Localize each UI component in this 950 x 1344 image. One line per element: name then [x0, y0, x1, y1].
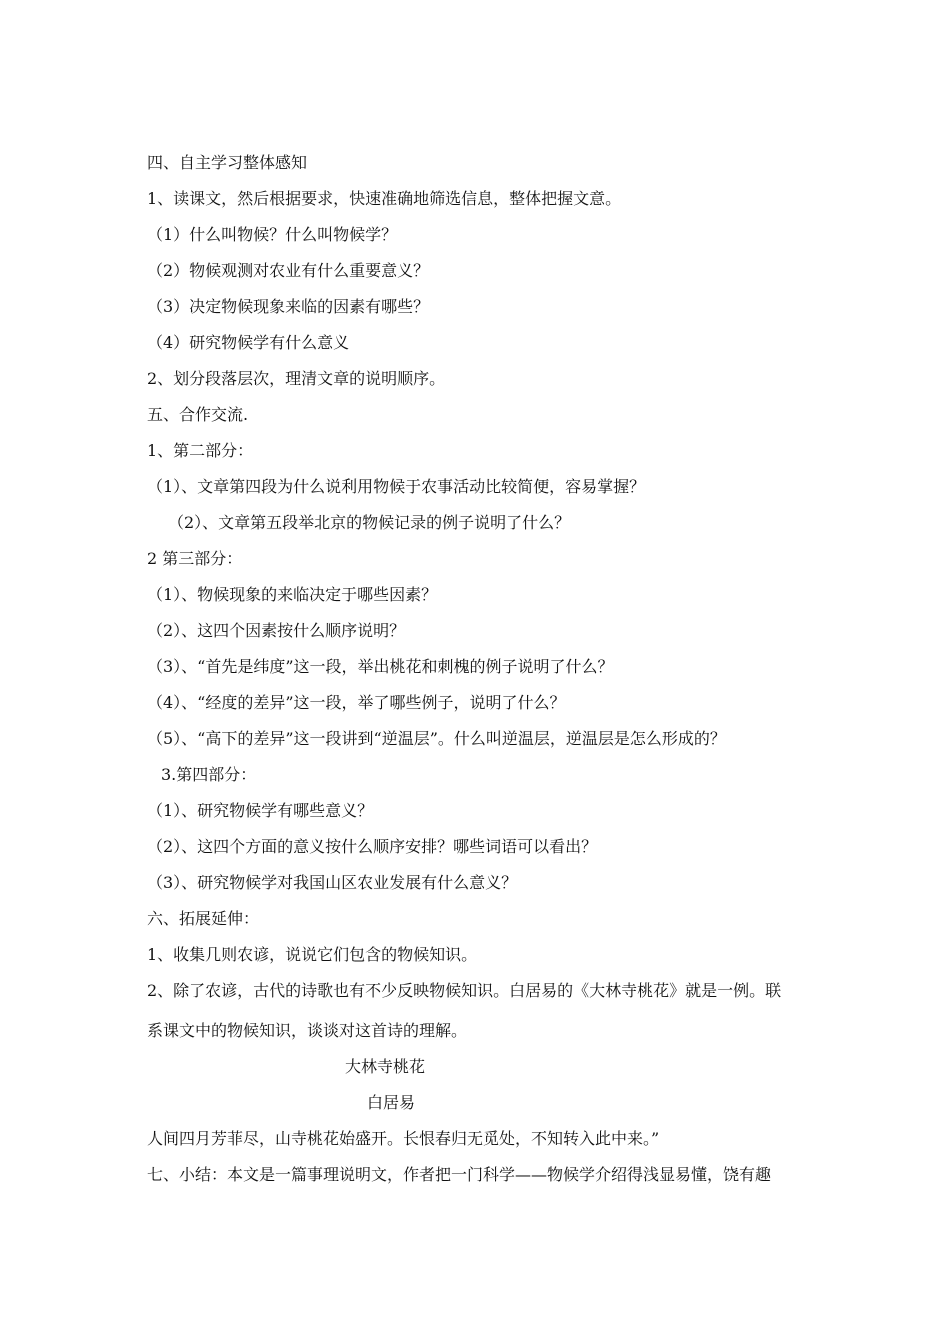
part-3-question-4: （4）、“经度的差异”这一段，举了哪些例子，说明了什么？: [147, 693, 566, 712]
section-heading-6: 六、拓展延伸：: [147, 909, 260, 928]
part-4-question-1: （1）、研究物候学有哪些意义？: [147, 801, 374, 820]
poem-author: 白居易: [367, 1093, 416, 1112]
section-heading-4: 四、自主学习整体感知: [147, 153, 308, 172]
part-4-question-2: （2）、这四个方面的意义按什么顺序安排？哪些词语可以看出？: [147, 837, 598, 856]
part-3-heading: 2 第三部分：: [147, 549, 243, 568]
poem-text: 人间四月芳菲尽，山寺桃花始盛开。长恨春归无觅处，不知转入此中来。”: [147, 1129, 660, 1148]
part-2-heading: 1、第二部分：: [147, 441, 254, 460]
section-heading-7-summary: 七、小结：本文是一篇事理说明文，作者把一门科学——物候学介绍得浅显易懂，饶有趣: [147, 1165, 772, 1184]
part-3-question-5: （5）、“高下的差异”这一段讲到“逆温层”。什么叫逆温层，逆温层是怎么形成的？: [147, 729, 726, 748]
question-1: （1）什么叫物候？什么叫物候学？: [147, 225, 398, 244]
extension-task-2-line-1: 2、除了农谚，古代的诗歌也有不少反映物候知识。白居易的《大林寺桃花》就是一例。联: [147, 981, 782, 1000]
question-4: （4）研究物候学有什么意义: [147, 333, 350, 352]
part-3-question-3: （3）、“首先是纬度”这一段，举出桃花和刺槐的例子说明了什么？: [147, 657, 614, 676]
extension-task-1: 1、收集几则农谚，说说它们包含的物候知识。: [147, 945, 478, 964]
poem-title: 大林寺桃花: [345, 1057, 426, 1076]
question-3: （3）决定物候现象来临的因素有哪些？: [147, 297, 430, 316]
part-4-question-3: （3）、研究物候学对我国山区农业发展有什么意义？: [147, 873, 518, 892]
extension-task-2-line-2: 系课文中的物候知识，谈谈对这首诗的理解。: [147, 1021, 468, 1040]
part-3-question-2: （2）、这四个因素按什么顺序说明？: [147, 621, 406, 640]
part-2-question-1: （1）、文章第四段为什么说利用物候于农事活动比较简便，容易掌握？: [147, 477, 646, 496]
task-2: 2、划分段落层次，理清文章的说明顺序。: [147, 369, 446, 388]
section-heading-5: 五、合作交流.: [147, 405, 249, 424]
question-2: （2）物候观测对农业有什么重要意义？: [147, 261, 430, 280]
task-1: 1、读课文，然后根据要求，快速准确地筛选信息，整体把握文意。: [147, 189, 622, 208]
part-4-heading: 3.第四部分：: [161, 765, 257, 784]
part-3-question-1: （1）、物候现象的来临决定于哪些因素？: [147, 585, 438, 604]
part-2-question-2: （2）、文章第五段举北京的物候记录的例子说明了什么？: [168, 513, 571, 532]
